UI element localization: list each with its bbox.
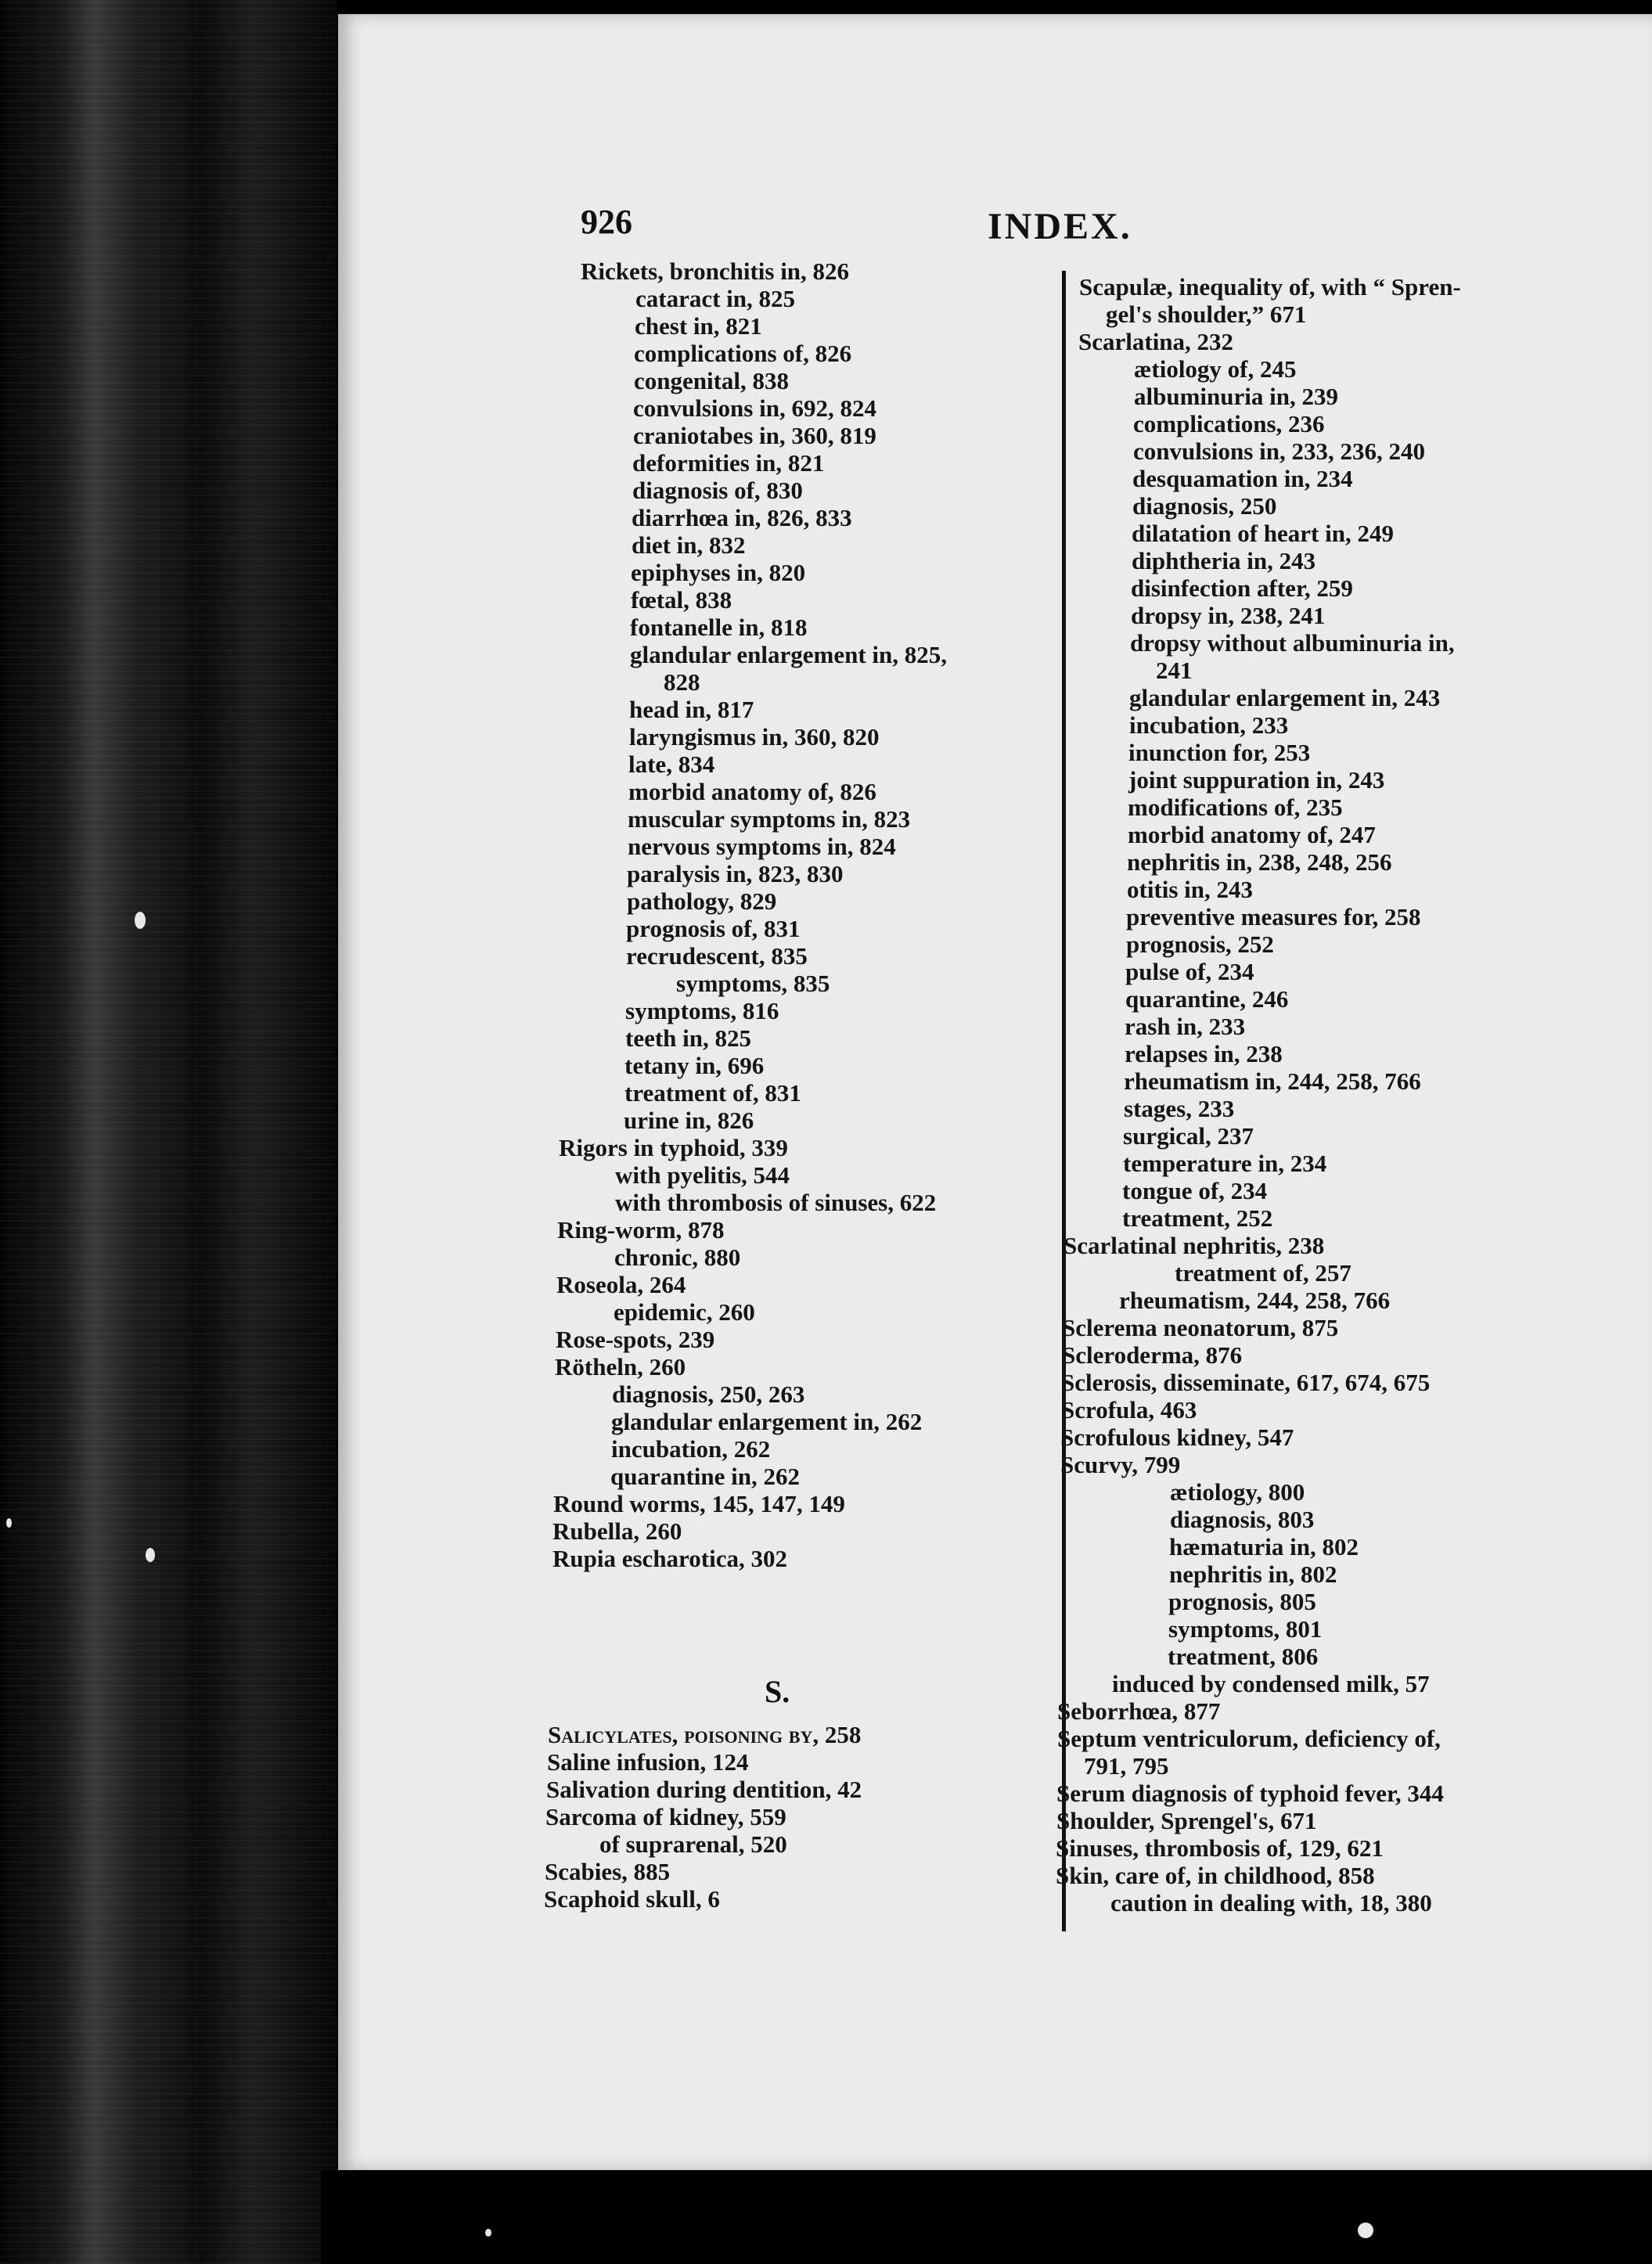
index-subentry: diarrhœa in, 826, 833 — [632, 504, 852, 531]
index-subentry: rheumatism in, 244, 258, 766 — [1124, 1067, 1421, 1095]
index-subentry: treatment, 806 — [1168, 1643, 1319, 1670]
index-subentry: fontanelle in, 818 — [630, 614, 808, 641]
index-entry: Scrofula, 463 — [1061, 1396, 1197, 1424]
index-subentry: nephritis in, 802 — [1169, 1560, 1337, 1588]
index-entry: Sarcoma of kidney, 559 — [545, 1803, 786, 1830]
index-subentry: incubation, 233 — [1129, 711, 1289, 739]
index-entry: Rubella, 260 — [552, 1517, 682, 1545]
index-entry: Saline infusion, 124 — [547, 1748, 749, 1776]
index-subentry: of suprarenal, 520 — [599, 1830, 787, 1858]
index-subentry: treatment of, 831 — [624, 1079, 801, 1107]
index-entry: Seborrhœa, 877 — [1057, 1697, 1221, 1725]
column-rule — [1062, 271, 1066, 1931]
index-subentry: deformities in, 821 — [632, 449, 825, 477]
index-subentry: desquamation in, 234 — [1132, 465, 1353, 492]
index-subentry: late, 834 — [628, 750, 715, 778]
index-subentry: ætiology of, 245 — [1134, 355, 1297, 383]
index-subentry: laryngismus in, 360, 820 — [629, 723, 880, 750]
index-entry: Scleroderma, 876 — [1062, 1341, 1243, 1369]
section-heading: S. — [765, 1674, 790, 1709]
index-subentry: relapses in, 238 — [1125, 1040, 1283, 1067]
index-subentry: ætiology, 800 — [1170, 1478, 1305, 1506]
index-subentry: albuminuria in, 239 — [1134, 383, 1338, 410]
index-subentry: modifications of, 235 — [1128, 794, 1343, 821]
index-subentry: muscular symptoms in, 823 — [628, 805, 911, 833]
index-subentry: pathology, 829 — [627, 887, 777, 915]
index-subentry: diagnosis, 250, 263 — [612, 1380, 805, 1408]
index-subentry-continuation: 828 — [664, 668, 700, 696]
index-entry: Rupia escharotica, 302 — [552, 1545, 787, 1572]
index-subentry: quarantine, 246 — [1125, 985, 1289, 1013]
index-subentry: morbid anatomy of, 247 — [1128, 821, 1376, 848]
running-title: INDEX. — [988, 206, 1132, 247]
index-subentry: diet in, 832 — [632, 531, 746, 559]
index-subentry: diagnosis of, 830 — [632, 477, 803, 504]
film-margin-bottom — [321, 2170, 1652, 2264]
index-subentry: disinfection after, 259 — [1131, 574, 1353, 602]
index-subentry: symptoms, 801 — [1168, 1615, 1323, 1643]
index-entry: Shoulder, Sprengel's, 671 — [1056, 1807, 1317, 1834]
index-subentry: prognosis, 252 — [1126, 930, 1274, 958]
index-subentry: epidemic, 260 — [614, 1298, 755, 1326]
index-subentry: rheumatism, 244, 258, 766 — [1119, 1287, 1391, 1314]
index-subentry: nervous symptoms in, 824 — [628, 833, 896, 860]
index-subentry: diagnosis, 250 — [1132, 492, 1277, 520]
index-subentry: craniotabes in, 360, 819 — [633, 422, 876, 449]
index-entry: Sclerema neonatorum, 875 — [1062, 1314, 1339, 1341]
index-entry: Sclerosis, disseminate, 617, 674, 675 — [1061, 1369, 1431, 1396]
index-entry: Rigors in typhoid, 339 — [559, 1134, 788, 1161]
index-entry: Scarlatinal nephritis, 238 — [1064, 1232, 1325, 1259]
index-subentry: hæmaturia in, 802 — [1169, 1533, 1359, 1560]
index-subentry: prognosis of, 831 — [626, 915, 801, 942]
index-subentry: diphtheria in, 243 — [1132, 547, 1316, 574]
index-subsubentry: symptoms, 835 — [676, 970, 830, 997]
film-margin-left — [0, 0, 337, 2264]
index-subentry: teeth in, 825 — [625, 1024, 752, 1052]
index-subentry: glandular enlargement in, 262 — [611, 1408, 923, 1435]
index-subentry: treatment, 252 — [1122, 1204, 1273, 1232]
index-subentry: cataract in, 825 — [635, 285, 796, 312]
index-subentry: congenital, 838 — [634, 367, 790, 394]
index-subentry: treatment of, 257 — [1175, 1259, 1351, 1287]
index-entry: Salicylates, poisoning by, 258 — [548, 1721, 862, 1748]
film-speck — [135, 912, 146, 929]
index-subentry: urine in, 826 — [624, 1107, 754, 1134]
index-subentry: head in, 817 — [629, 696, 754, 723]
index-subentry: incubation, 262 — [611, 1435, 771, 1463]
index-entry: Serum diagnosis of typhoid fever, 344 — [1056, 1780, 1444, 1807]
index-subentry: pulse of, 234 — [1125, 958, 1254, 985]
index-entry-continuation: 791, 795 — [1084, 1752, 1169, 1780]
index-subentry: rash in, 233 — [1125, 1013, 1246, 1040]
index-subentry: convulsions in, 233, 236, 240 — [1133, 437, 1425, 465]
index-entry: Septum ventriculorum, deficiency of, — [1057, 1725, 1441, 1752]
index-subentry: recrudescent, 835 — [626, 942, 808, 970]
index-subentry: chronic, 880 — [614, 1244, 741, 1271]
index-subentry: dilatation of heart in, 249 — [1132, 520, 1394, 547]
index-subentry: dropsy in, 238, 241 — [1131, 602, 1326, 629]
index-subentry: with pyelitis, 544 — [615, 1161, 790, 1189]
index-subentry: epiphyses in, 820 — [631, 559, 806, 586]
index-subentry: glandular enlargement in, 825, — [630, 641, 948, 668]
index-subentry: stages, 233 — [1124, 1095, 1235, 1122]
index-entry: Scabies, 885 — [545, 1858, 671, 1885]
index-subentry: quarantine in, 262 — [610, 1463, 801, 1490]
index-subentry: tetany in, 696 — [624, 1052, 765, 1079]
index-subentry: surgical, 237 — [1123, 1122, 1254, 1150]
index-entry: Scarlatina, 232 — [1078, 328, 1234, 355]
index-subentry: nephritis in, 238, 248, 256 — [1127, 848, 1392, 876]
index-entry: Salivation during dentition, 42 — [546, 1776, 862, 1803]
index-subentry: with thrombosis of sinuses, 622 — [615, 1189, 937, 1216]
index-subentry: preventive measures for, 258 — [1126, 903, 1421, 930]
index-subentry: joint suppuration in, 243 — [1128, 766, 1385, 794]
index-entry: Roseola, 264 — [556, 1271, 686, 1298]
film-speck — [485, 2229, 491, 2237]
index-subentry: induced by condensed milk, 57 — [1112, 1670, 1430, 1697]
index-entry: Scapulæ, inequality of, with “ Spren- — [1079, 273, 1461, 301]
index-subentry: temperature in, 234 — [1123, 1150, 1327, 1177]
index-subentry: inunction for, 253 — [1128, 739, 1311, 766]
index-entry: Scrofulous kidney, 547 — [1060, 1424, 1294, 1451]
index-subentry: paralysis in, 823, 830 — [627, 860, 844, 887]
index-subentry: tongue of, 234 — [1122, 1177, 1268, 1204]
index-subentry: diagnosis, 803 — [1170, 1506, 1315, 1533]
index-subentry: prognosis, 805 — [1168, 1588, 1316, 1615]
index-subentry: complications of, 826 — [634, 340, 852, 367]
film-speck — [6, 1518, 12, 1528]
index-entry: Scaphoid skull, 6 — [544, 1885, 720, 1913]
index-subentry: dropsy without albuminuria in, — [1130, 629, 1455, 657]
index-subentry: chest in, 821 — [635, 312, 762, 340]
book-page — [338, 14, 1652, 2170]
index-subentry: fœtal, 838 — [631, 586, 732, 614]
index-subentry: convulsions in, 692, 824 — [633, 394, 876, 422]
index-subentry: complications, 236 — [1133, 410, 1325, 437]
index-entry: Round worms, 145, 147, 149 — [553, 1490, 845, 1517]
index-subentry: morbid anatomy of, 826 — [628, 778, 876, 805]
film-speck — [1358, 2223, 1373, 2238]
index-subentry: glandular enlargement in, 243 — [1129, 684, 1441, 711]
index-entry: Rötheln, 260 — [555, 1353, 686, 1380]
index-entry-continuation: gel's shoulder,” 671 — [1106, 301, 1307, 328]
page-number: 926 — [581, 203, 632, 241]
film-speck — [146, 1548, 155, 1562]
index-entry: Skin, care of, in childhood, 858 — [1056, 1862, 1375, 1889]
index-entry: Rickets, bronchitis in, 826 — [581, 257, 850, 285]
index-subentry-continuation: 241 — [1156, 657, 1193, 684]
index-entry: Ring-worm, 878 — [557, 1216, 725, 1244]
index-subentry: otitis in, 243 — [1127, 876, 1254, 903]
index-entry: Rose-spots, 239 — [556, 1326, 715, 1353]
index-entry: Sinuses, thrombosis of, 129, 621 — [1056, 1834, 1384, 1862]
index-subentry: symptoms, 816 — [625, 997, 779, 1024]
index-entry: Scurvy, 799 — [1060, 1451, 1181, 1478]
index-subentry: caution in dealing with, 18, 380 — [1110, 1889, 1432, 1917]
